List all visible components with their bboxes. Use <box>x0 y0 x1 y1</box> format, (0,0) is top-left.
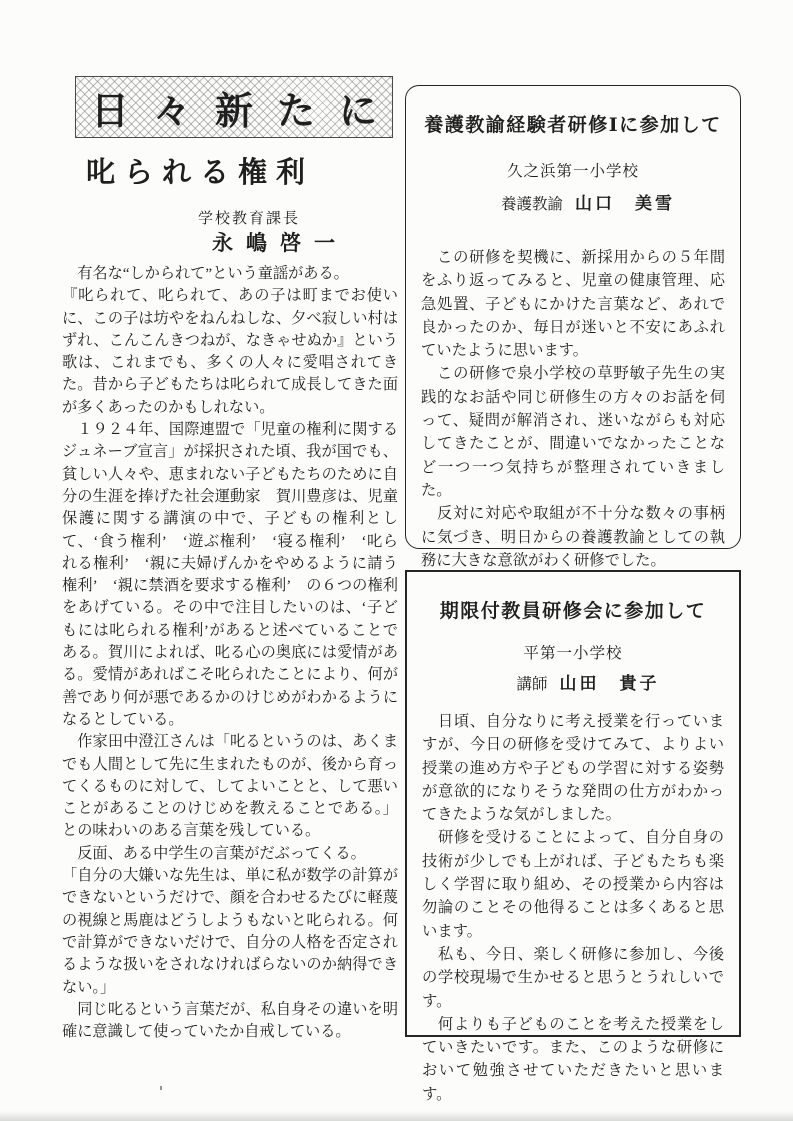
report-author-name: 山田 貴子 <box>559 674 660 693</box>
report-author <box>421 189 725 214</box>
article-paragraph: １９２４年、国際連盟で「児童の権利に関するジュネーブ宣言」が採択された頃、我が国でも、貧しい人々や、恵まれない子どもたちのために自分の生涯を捧げた社会運動家 賀川豊彦は、児童保護に関する講演の中で、子どもの権利として、‘食う権利’ ‘遊ぶ権利’ ‘寝る権利’ ‘叱られる権利’ ‘親に夫婦げんかをやめるように請う権利’ ‘親に禁酒を要求する権利’ の６つの権利をあげている。その中で注目したいのは、‘子どもには叱られる権利’があると述べていることである。賀川によれば、叱る心の奥底には愛情がある。愛情があればこそ叱られたことにより、何が善であり何が悪であるかのけじめがわかるようになるとしている。 <box>62 421 398 728</box>
article-paragraph: 『叱られて、叱られて、あの子は町までお使いに、この子は坊やをねんねしな、夕べ寂しい村はずれ、こんこんきつねが、なきゃせぬか』という歌は、これまでも、多くの人々に愛唱されてきた。昔から子どもたちは叱られて成長してきた面が多くあったのかもしれない。 <box>62 287 399 416</box>
report-paragraph: 反対に対応や取組が不十分な数々の事柄に気づき、明日からの養護教諭としての執務に大きな意欲がわく研修でした。 <box>421 505 725 569</box>
article-body <box>62 263 398 1043</box>
article-author-role: 学校教育課長 <box>198 211 301 227</box>
report-author-role: 講師 <box>516 676 548 693</box>
report-paragraph: この研修で泉小学校の草野敏子先生の実践的なお話や同じ研修生の方々のお話を伺って、疑問が解消され、迷いながらも対応してきたことが、間違いでなかったことなど一つ一つ気持ちが整理されていきました。 <box>421 365 725 499</box>
report-author-name: 山口 美雪 <box>575 194 675 213</box>
report-paragraph: この研修を契機に、新採用からの５年間をふり返ってみると、児童の健康管理、応急処置、子どもにかけた言葉など、あれで良かったのか、毎日が迷いと不安にあふれていたように思います。 <box>421 249 725 360</box>
article-title: 叱られる権利 <box>86 157 315 189</box>
report-school: 久之浜第一小学校 <box>506 163 639 180</box>
article-paragraph: 反面、ある中学生の言葉がだぶってくる。 <box>62 844 366 862</box>
article-paragraph: 有名な“しかられて”という童謡がある。 <box>62 265 349 282</box>
report-title: 期限付教員研修会に参加して <box>439 601 707 622</box>
article-paragraph: 同じ叱るという言葉だが、私自身その違いを明確に意識して使っていたか自戒している。 <box>62 1000 398 1041</box>
report-school: 平第一小学校 <box>523 645 623 662</box>
report-box-nurse-training <box>405 85 741 569</box>
article-paragraph: 「自分の大嫌いな先生は、単に私が数学の計算ができないというだけで、顔を合わせるたびに軽蔑の視線と馬鹿はどうしようもないと叱られる。何で計算ができないだけで、自分の人格を否定されるような扱いをされなければらないのか納得できない。」 <box>62 867 398 996</box>
report-body <box>421 246 725 572</box>
article-author-name: 永嶋啓一 <box>212 231 348 255</box>
report-author-role: 養護教諭 <box>500 196 563 213</box>
report-title: 養護教諭経験者研修Ⅰに参加して <box>424 115 722 136</box>
report-paragraph: 日頃、自分なりに考え授業を行っていますが、今日の研修を受けてみて、よりよい授業の進め方や子どもの学習に対する姿勢が意欲的になりそうな発問の仕方がわかってきたような気がしました。 <box>422 713 724 824</box>
report-paragraph: 私も、今日、楽しく研修に参加し、今後の学校現場で生かせると思うとうれしいです。 <box>422 945 724 1010</box>
report-author <box>422 669 724 694</box>
banner-title: 日々新たに <box>91 90 402 133</box>
scan-bottom-shadow <box>0 1111 793 1121</box>
scan-speck <box>160 1086 162 1090</box>
report-body <box>422 710 724 1106</box>
report-paragraph: 何よりも子どものことを考えた授業をしていきたいです。また、このような研修において勉強させていただきたいと思います。 <box>422 1015 724 1103</box>
article-paragraph: 作家田中澄江さんは「叱るというのは、あくまでも人間として先に生まれたものが、後から育ってくるものに対して、してよいことと、して悪いことがあることのけじめを教えることである。」との味わいのある言葉を残している。 <box>62 733 399 840</box>
section-banner <box>75 76 402 138</box>
report-paragraph: 研修を受けることによって、自分自身の技術が少しでも上がれば、子どもたちも楽しく学習に取り組め、その授業から内容は勿論のことその他得ることは多くあると思います。 <box>422 829 724 940</box>
report-box-temp-teacher-training <box>405 570 741 1103</box>
